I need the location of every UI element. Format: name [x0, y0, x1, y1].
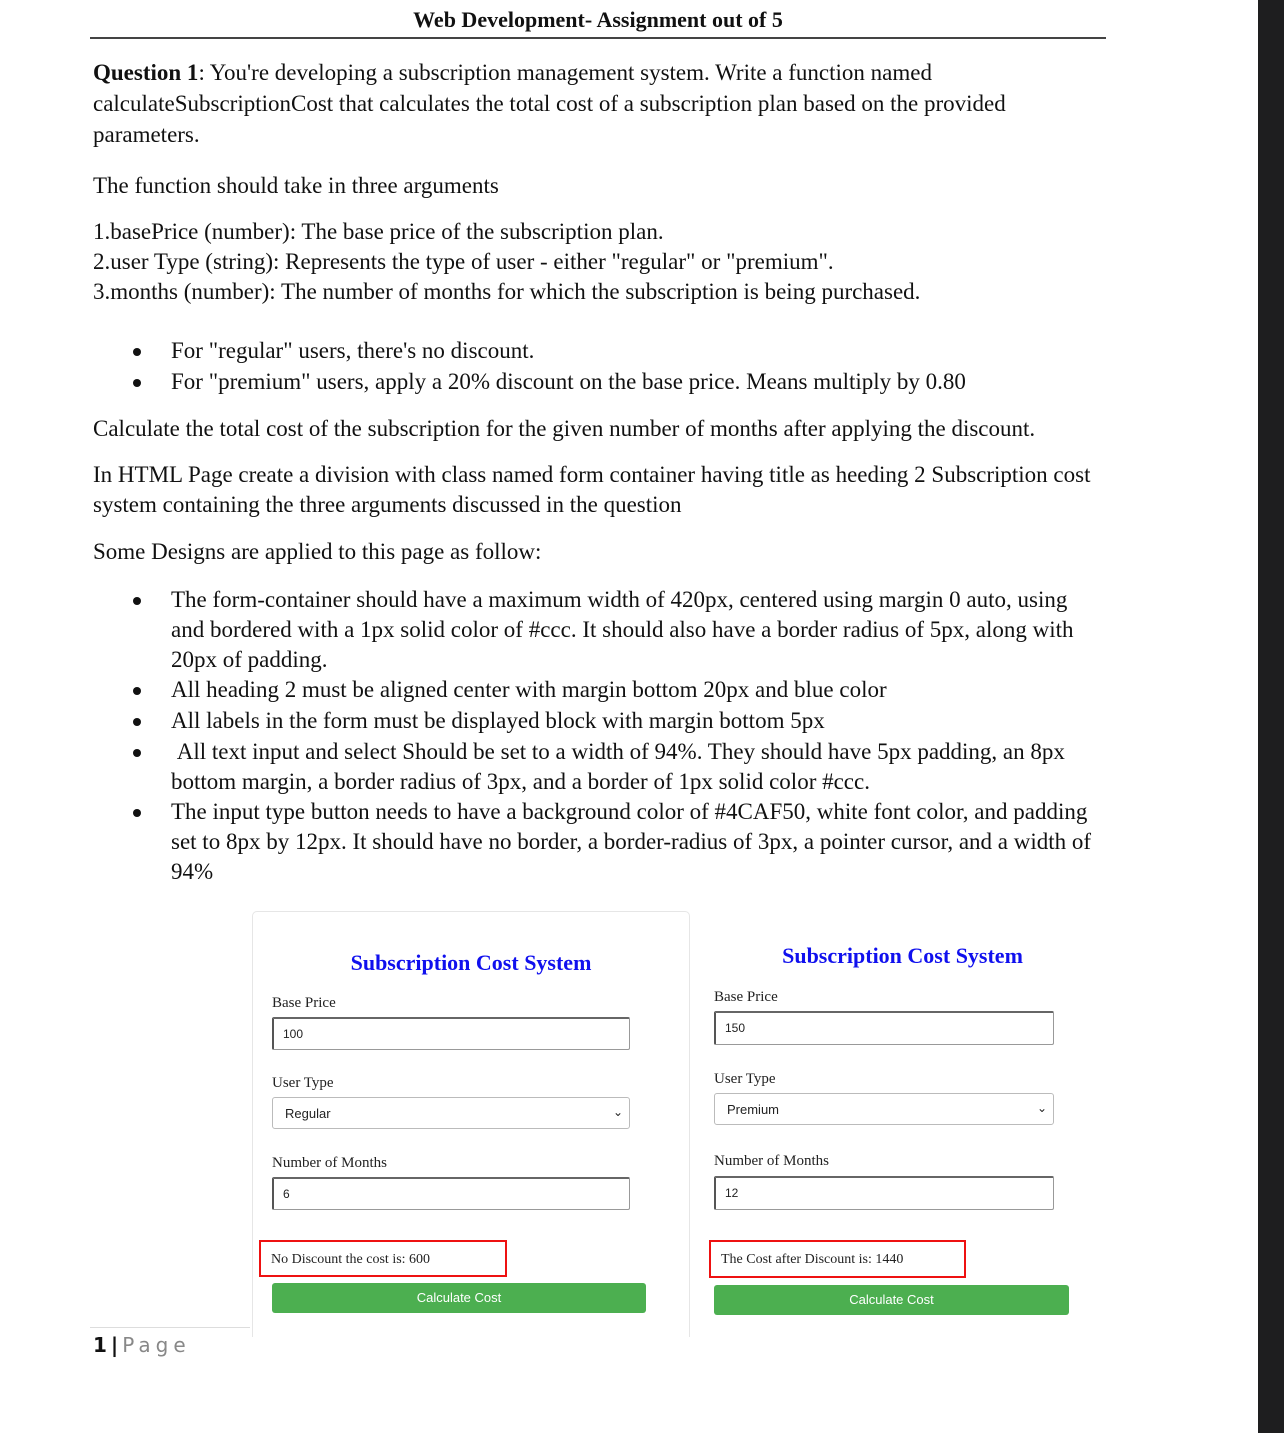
design-rule-item: The input type button needs to have a background color of #4CAF50, white font color, and padding set to 8px by 12px. It should have no border, a border-radius of 3px, a pointer cursor, and a width of 94%: [171, 797, 1106, 887]
base-price-label: Base Price: [714, 989, 778, 1005]
designs-intro: Some Designs are applied to this page as follow:: [93, 539, 542, 564]
calculate-cost-button[interactable]: Calculate Cost: [272, 1283, 646, 1313]
user-type-label: User Type: [272, 1075, 334, 1091]
months-label: Number of Months: [272, 1155, 387, 1171]
viewer-edge-panel: [1258, 0, 1284, 1433]
argument-list: [93, 217, 920, 307]
result-text: The Cost after Discount is: 1440: [709, 1240, 966, 1278]
page-footer: [93, 1333, 191, 1357]
design-rule-item: The form-container should have a maximum width of 420px, centered using margin 0 auto, using and bordered with a 1px solid color of #ccc. It should also have a border radius of 5px, along with 20px of padding.: [171, 585, 1106, 675]
design-rule-item: All labels in the form must be displayed block with margin bottom 5px: [171, 706, 1106, 736]
title-divider: [90, 37, 1106, 39]
form-heading: Subscription Cost System: [350, 950, 592, 975]
html-instruction: In HTML Page create a division with class named form container having title as heeding 2 Subscription cost system containing the three arguments discussed in the question: [93, 462, 1091, 517]
base-price-input[interactable]: 100: [272, 1017, 630, 1050]
example-form-regular: [252, 911, 690, 1337]
discount-rule-item: For "regular" users, there's no discount.: [171, 336, 1106, 366]
page-number: 1: [93, 1333, 107, 1357]
months-label: Number of Months: [714, 1153, 829, 1169]
base-price-input[interactable]: 150: [714, 1011, 1054, 1045]
discount-rule-item: For "premium" users, apply a 20% discount on the base price. Means multiply by 0.80: [171, 367, 1106, 397]
chevron-down-icon: ⌄: [612, 1105, 623, 1119]
question-text: : You're developing a subscription management system. Write a function named calculateSubscriptionCost that calculates the total cost of a subscription plan based on the provided parameters.: [93, 60, 1006, 147]
design-rule-item: All heading 2 must be aligned center with margin bottom 20px and blue color: [171, 675, 1106, 705]
calculate-cost-button[interactable]: Calculate Cost: [714, 1285, 1069, 1315]
document-title: Web Development- Assignment out of 5: [413, 7, 783, 32]
user-type-select[interactable]: [714, 1093, 1054, 1125]
question-paragraph: [93, 57, 1103, 150]
design-rule-item: All text input and select Should be set to a width of 94%. They should have 5px padding, an 8px bottom margin, a border radius of 3px, and a border of 1px solid color #ccc.: [171, 737, 1106, 797]
example-form-premium: [690, 911, 1090, 1336]
argument-item: 3.months (number): The number of months for which the subscription is being purchased.: [93, 279, 921, 304]
base-price-label: Base Price: [272, 995, 336, 1011]
user-type-value: Premium: [727, 1102, 780, 1117]
months-input[interactable]: 12: [714, 1176, 1054, 1210]
question-label: Question 1: [93, 60, 199, 85]
args-intro: The function should take in three arguments: [93, 173, 499, 198]
argument-item: 1.basePrice (number): The base price of the subscription plan.: [93, 219, 664, 244]
form-heading: Subscription Cost System: [782, 943, 1023, 968]
user-type-label: User Type: [714, 1071, 776, 1087]
user-type-select[interactable]: [272, 1097, 630, 1129]
argument-item: 2.user Type (string): Represents the type of user - either "regular" or "premium".: [93, 249, 834, 274]
footer-separator: |: [110, 1333, 119, 1357]
calc-instruction: Calculate the total cost of the subscription for the given number of months after applying the discount.: [93, 416, 1036, 441]
months-input[interactable]: 6: [272, 1177, 630, 1210]
user-type-value: Regular: [285, 1106, 331, 1121]
chevron-down-icon: ⌄: [1036, 1101, 1047, 1115]
footer-divider: [90, 1327, 250, 1328]
page-word: Page: [122, 1333, 191, 1357]
result-text: No Discount the cost is: 600: [259, 1240, 507, 1277]
